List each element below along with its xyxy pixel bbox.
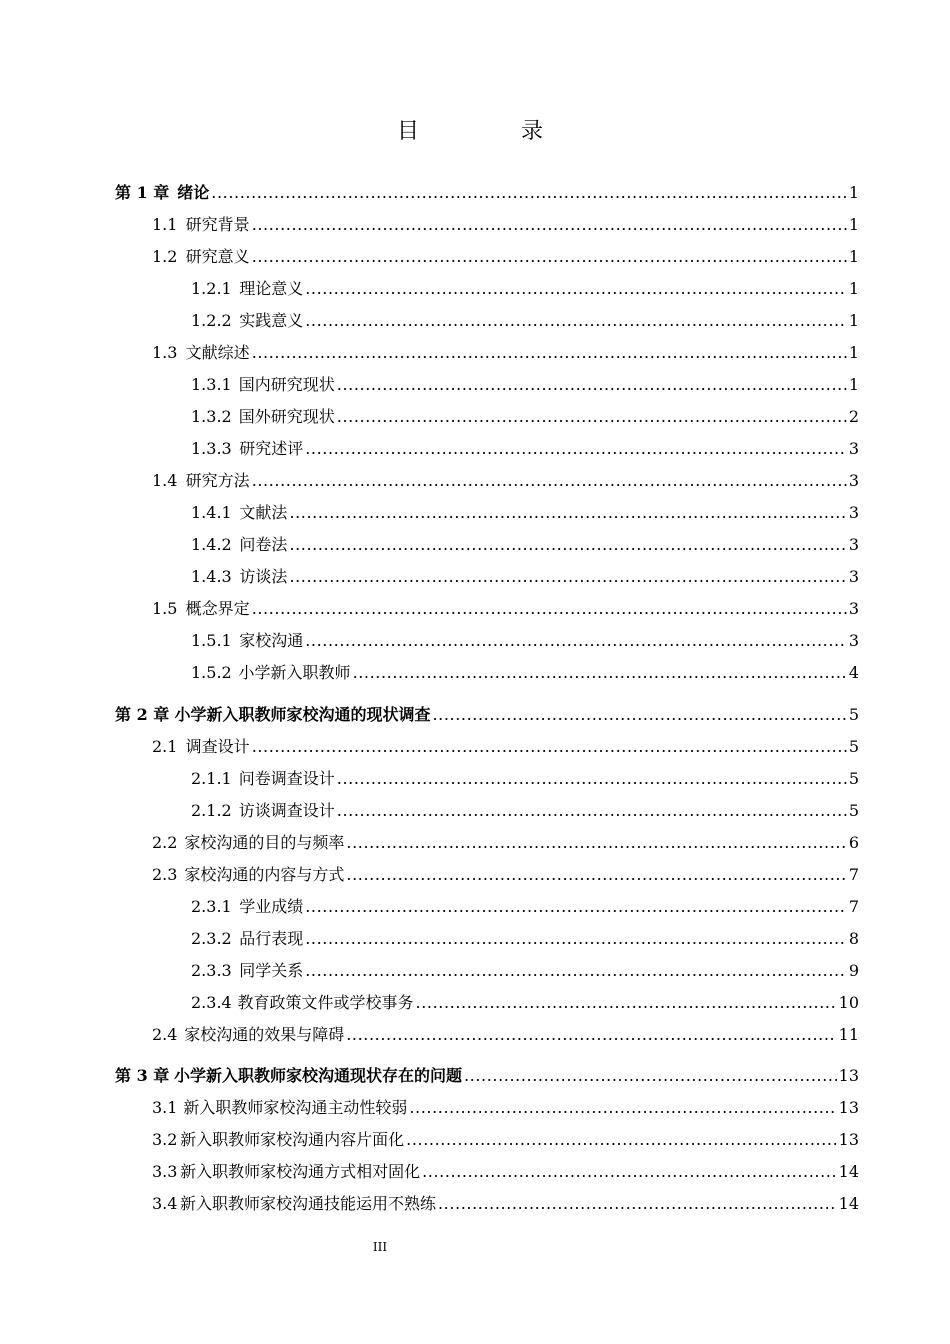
toc-entry-title: 调查设计 bbox=[185, 737, 250, 756]
toc-entry-page: 5 bbox=[848, 737, 859, 756]
toc-leader-dots bbox=[346, 828, 846, 858]
toc-entry[interactable] bbox=[191, 796, 859, 826]
toc-entry-number: 1.3.1 bbox=[191, 375, 232, 394]
toc-entry-title: 研究方法 bbox=[185, 471, 250, 490]
toc-entry-page: 1 bbox=[848, 311, 859, 330]
toc-entry-title: 小学新入职教师家校沟通的现状调查 bbox=[174, 705, 431, 724]
toc-entry-number: 2.1.2 bbox=[191, 801, 232, 820]
toc-entry-number: 1.5.1 bbox=[191, 631, 232, 650]
toc-entry-number: 1.2.2 bbox=[191, 311, 232, 330]
toc-leader-dots bbox=[438, 1189, 837, 1219]
toc-leader-dots bbox=[289, 562, 846, 592]
toc-entry-number: 1.2.1 bbox=[191, 279, 232, 298]
toc-entry-page: 1 bbox=[848, 375, 859, 394]
toc-entry-title: 家校沟通的内容与方式 bbox=[184, 865, 345, 884]
toc-leader-dots bbox=[305, 274, 847, 304]
toc-entry-title: 绪论 bbox=[177, 183, 210, 202]
toc-entry-number: 3.2 bbox=[152, 1130, 178, 1149]
toc-entry-title: 小学新入职教师 bbox=[238, 663, 351, 682]
toc-entry[interactable] bbox=[152, 828, 859, 858]
toc-entry[interactable] bbox=[191, 988, 859, 1018]
toc-entry-page: 9 bbox=[848, 961, 859, 980]
toc-entry-title: 访谈调查设计 bbox=[238, 801, 335, 820]
toc-entry-title: 教育政策文件或学校事务 bbox=[237, 993, 414, 1012]
toc-entry[interactable] bbox=[191, 530, 859, 560]
toc-entry[interactable] bbox=[191, 274, 859, 304]
toc-leader-dots bbox=[406, 1125, 836, 1155]
toc-entry[interactable] bbox=[191, 764, 859, 794]
toc-entry-number: 3.4 bbox=[152, 1194, 178, 1213]
toc-entry[interactable] bbox=[115, 1061, 859, 1091]
toc-entry-number: 2.3.2 bbox=[191, 929, 232, 948]
toc-entry-title: 问卷调查设计 bbox=[238, 769, 335, 788]
toc-leader-dots bbox=[409, 1093, 836, 1123]
page-number-footer: III bbox=[372, 1240, 388, 1254]
toc-entry-title: 文献法 bbox=[239, 503, 288, 522]
toc-entry-page: 14 bbox=[838, 1162, 859, 1181]
toc-entry-number: 1.3.3 bbox=[191, 439, 232, 458]
toc-leader-dots bbox=[252, 466, 847, 496]
toc-entry-page: 13 bbox=[838, 1066, 859, 1085]
toc-entry-page: 5 bbox=[848, 801, 859, 820]
toc-entry-page: 7 bbox=[848, 865, 859, 884]
toc-leader-dots bbox=[305, 434, 847, 464]
toc-leader-dots bbox=[422, 1157, 837, 1187]
toc-entry-number: 1.3 bbox=[152, 343, 178, 362]
toc-entry-number: 3.1 bbox=[152, 1098, 178, 1117]
toc-entry-number: 第 1 章 bbox=[115, 183, 170, 202]
toc-entry-title: 问卷法 bbox=[239, 535, 288, 554]
toc-leader-dots bbox=[252, 594, 847, 624]
toc-entry[interactable] bbox=[152, 594, 859, 624]
toc-entry[interactable] bbox=[191, 892, 859, 922]
toc-leader-dots bbox=[337, 402, 847, 432]
toc-entry-title: 品行表现 bbox=[239, 929, 304, 948]
toc-entry-title: 访谈法 bbox=[239, 567, 288, 586]
toc-entry-title: 新入职教师家校沟通技能运用不熟练 bbox=[179, 1194, 436, 1213]
toc-entry-page: 3 bbox=[848, 503, 859, 522]
toc-entry[interactable] bbox=[152, 1093, 859, 1123]
toc-entry[interactable] bbox=[191, 924, 859, 954]
toc-entry-number: 1.5 bbox=[152, 599, 178, 618]
toc-entry-page: 8 bbox=[848, 929, 859, 948]
toc-leader-dots bbox=[464, 1061, 837, 1091]
toc-entry-title: 研究意义 bbox=[185, 247, 250, 266]
toc-entry-number: 2.3.3 bbox=[191, 961, 232, 980]
toc-entry-title: 研究述评 bbox=[239, 439, 304, 458]
toc-leader-dots bbox=[346, 1020, 836, 1050]
toc-entry-number: 1.5.2 bbox=[191, 663, 232, 682]
toc-entry-title: 国外研究现状 bbox=[238, 407, 335, 426]
toc-entry-title: 新入职教师家校沟通方式相对固化 bbox=[180, 1162, 421, 1181]
toc-entry-number: 1.3.2 bbox=[191, 407, 232, 426]
toc-entry-page: 13 bbox=[838, 1130, 859, 1149]
toc-entry-title: 理论意义 bbox=[239, 279, 304, 298]
toc-entry-title: 实践意义 bbox=[239, 311, 304, 330]
toc-entry-title: 新入职教师家校沟通内容片面化 bbox=[180, 1130, 405, 1149]
toc-entry-title: 家校沟通的目的与频率 bbox=[184, 833, 345, 852]
toc-entry-page: 3 bbox=[848, 599, 859, 618]
toc-title: 目 录 bbox=[396, 119, 583, 144]
toc-entry-page: 5 bbox=[848, 769, 859, 788]
toc-entry-number: 2.1.1 bbox=[191, 769, 232, 788]
toc-entry[interactable] bbox=[152, 1125, 859, 1155]
toc-entry-page: 3 bbox=[848, 631, 859, 650]
toc-entry-number: 2.3.4 bbox=[191, 993, 232, 1012]
toc-entry-page: 3 bbox=[848, 535, 859, 554]
toc-entry-title: 家校沟通 bbox=[239, 631, 304, 650]
toc-entry[interactable] bbox=[152, 1189, 859, 1219]
toc-entry-page: 1 bbox=[848, 183, 859, 202]
toc-leader-dots bbox=[346, 860, 846, 890]
toc-entry[interactable] bbox=[152, 860, 859, 890]
toc-entry-number: 2.4 bbox=[152, 1025, 178, 1044]
toc-entry-number: 第 3 章 bbox=[115, 1066, 170, 1085]
toc-entry[interactable] bbox=[191, 626, 859, 656]
toc-entry[interactable] bbox=[191, 434, 859, 464]
toc-entry[interactable] bbox=[152, 1157, 859, 1187]
toc-leader-dots bbox=[252, 338, 847, 368]
toc-leader-dots bbox=[305, 924, 847, 954]
toc-entry[interactable] bbox=[152, 466, 859, 496]
toc-entry-page: 6 bbox=[848, 833, 859, 852]
toc-entry-title: 新入职教师家校沟通主动性较弱 bbox=[183, 1098, 408, 1117]
toc-leader-dots bbox=[305, 892, 847, 922]
toc-entry-number: 2.1 bbox=[152, 737, 178, 756]
toc-entry-number: 3.3 bbox=[152, 1162, 178, 1181]
toc-entry-page: 1 bbox=[848, 247, 859, 266]
toc-entry-number: 1.1 bbox=[152, 215, 178, 234]
toc-entry-title: 国内研究现状 bbox=[238, 375, 335, 394]
toc-entry-title: 概念界定 bbox=[185, 599, 250, 618]
toc-leader-dots bbox=[305, 956, 847, 986]
toc-entry-page: 11 bbox=[838, 1025, 859, 1044]
toc-leader-dots bbox=[337, 370, 847, 400]
toc-entry-page: 1 bbox=[848, 279, 859, 298]
toc-entry-page: 13 bbox=[838, 1098, 859, 1117]
toc-entry-title: 文献综述 bbox=[185, 343, 250, 362]
toc-entry[interactable] bbox=[191, 562, 859, 592]
toc-entry[interactable] bbox=[152, 1020, 859, 1050]
toc-leader-dots bbox=[433, 700, 847, 730]
toc-entry-number: 2.2 bbox=[152, 833, 178, 852]
toc-entry-title: 家校沟通的效果与障碍 bbox=[184, 1025, 345, 1044]
toc-entry-page: 3 bbox=[848, 567, 859, 586]
toc-leader-dots bbox=[305, 626, 847, 656]
toc-entry-number: 1.2 bbox=[152, 247, 178, 266]
toc-leader-dots bbox=[289, 498, 846, 528]
toc-entry-title: 同学关系 bbox=[239, 961, 304, 980]
toc-entry[interactable] bbox=[152, 732, 859, 762]
toc-leader-dots bbox=[289, 530, 846, 560]
toc-entry-number: 1.4.2 bbox=[191, 535, 232, 554]
toc-entry-number: 1.4.3 bbox=[191, 567, 232, 586]
toc-leader-dots bbox=[416, 988, 837, 1018]
toc-entry-number: 1.4 bbox=[152, 471, 178, 490]
toc-entry-number: 1.4.1 bbox=[191, 503, 232, 522]
toc-entry-page: 3 bbox=[848, 471, 859, 490]
toc-entry-page: 1 bbox=[848, 343, 859, 362]
toc-leader-dots bbox=[252, 732, 847, 762]
toc-entry[interactable] bbox=[152, 338, 859, 368]
toc-leader-dots bbox=[337, 796, 847, 826]
toc-entry-number: 2.3 bbox=[152, 865, 178, 884]
toc-leader-dots bbox=[305, 306, 847, 336]
toc-entry-title: 小学新入职教师家校沟通现状存在的问题 bbox=[173, 1066, 462, 1085]
toc-entry[interactable] bbox=[152, 242, 859, 272]
toc-leader-dots bbox=[252, 242, 847, 272]
toc-entry[interactable] bbox=[191, 370, 859, 400]
toc-entry-title: 研究背景 bbox=[185, 215, 250, 234]
toc-entry-page: 7 bbox=[848, 897, 859, 916]
toc-entry-page: 1 bbox=[848, 215, 859, 234]
toc-entry-number: 2.3.1 bbox=[191, 897, 232, 916]
toc-entry[interactable] bbox=[152, 210, 859, 240]
toc-entry-page: 5 bbox=[848, 705, 859, 724]
toc-entry[interactable] bbox=[191, 402, 859, 432]
toc-entry-page: 3 bbox=[848, 439, 859, 458]
toc-leader-dots bbox=[337, 764, 847, 794]
toc-entry-page: 2 bbox=[848, 407, 859, 426]
toc-entry-page: 10 bbox=[838, 993, 859, 1012]
toc-entry[interactable] bbox=[191, 498, 859, 528]
toc-entry-page: 4 bbox=[848, 663, 859, 682]
toc-entry[interactable] bbox=[191, 956, 859, 986]
toc-leader-dots bbox=[353, 658, 847, 688]
toc-entry[interactable] bbox=[191, 306, 859, 336]
toc-entry[interactable] bbox=[191, 658, 859, 688]
toc-entry[interactable] bbox=[115, 700, 859, 730]
toc-leader-dots bbox=[211, 178, 847, 208]
toc-entry-number: 第 2 章 bbox=[115, 705, 170, 724]
toc-entry-page: 14 bbox=[838, 1194, 859, 1213]
toc-leader-dots bbox=[252, 210, 847, 240]
toc-entry-title: 学业成绩 bbox=[239, 897, 304, 916]
toc-entry[interactable] bbox=[115, 178, 859, 208]
